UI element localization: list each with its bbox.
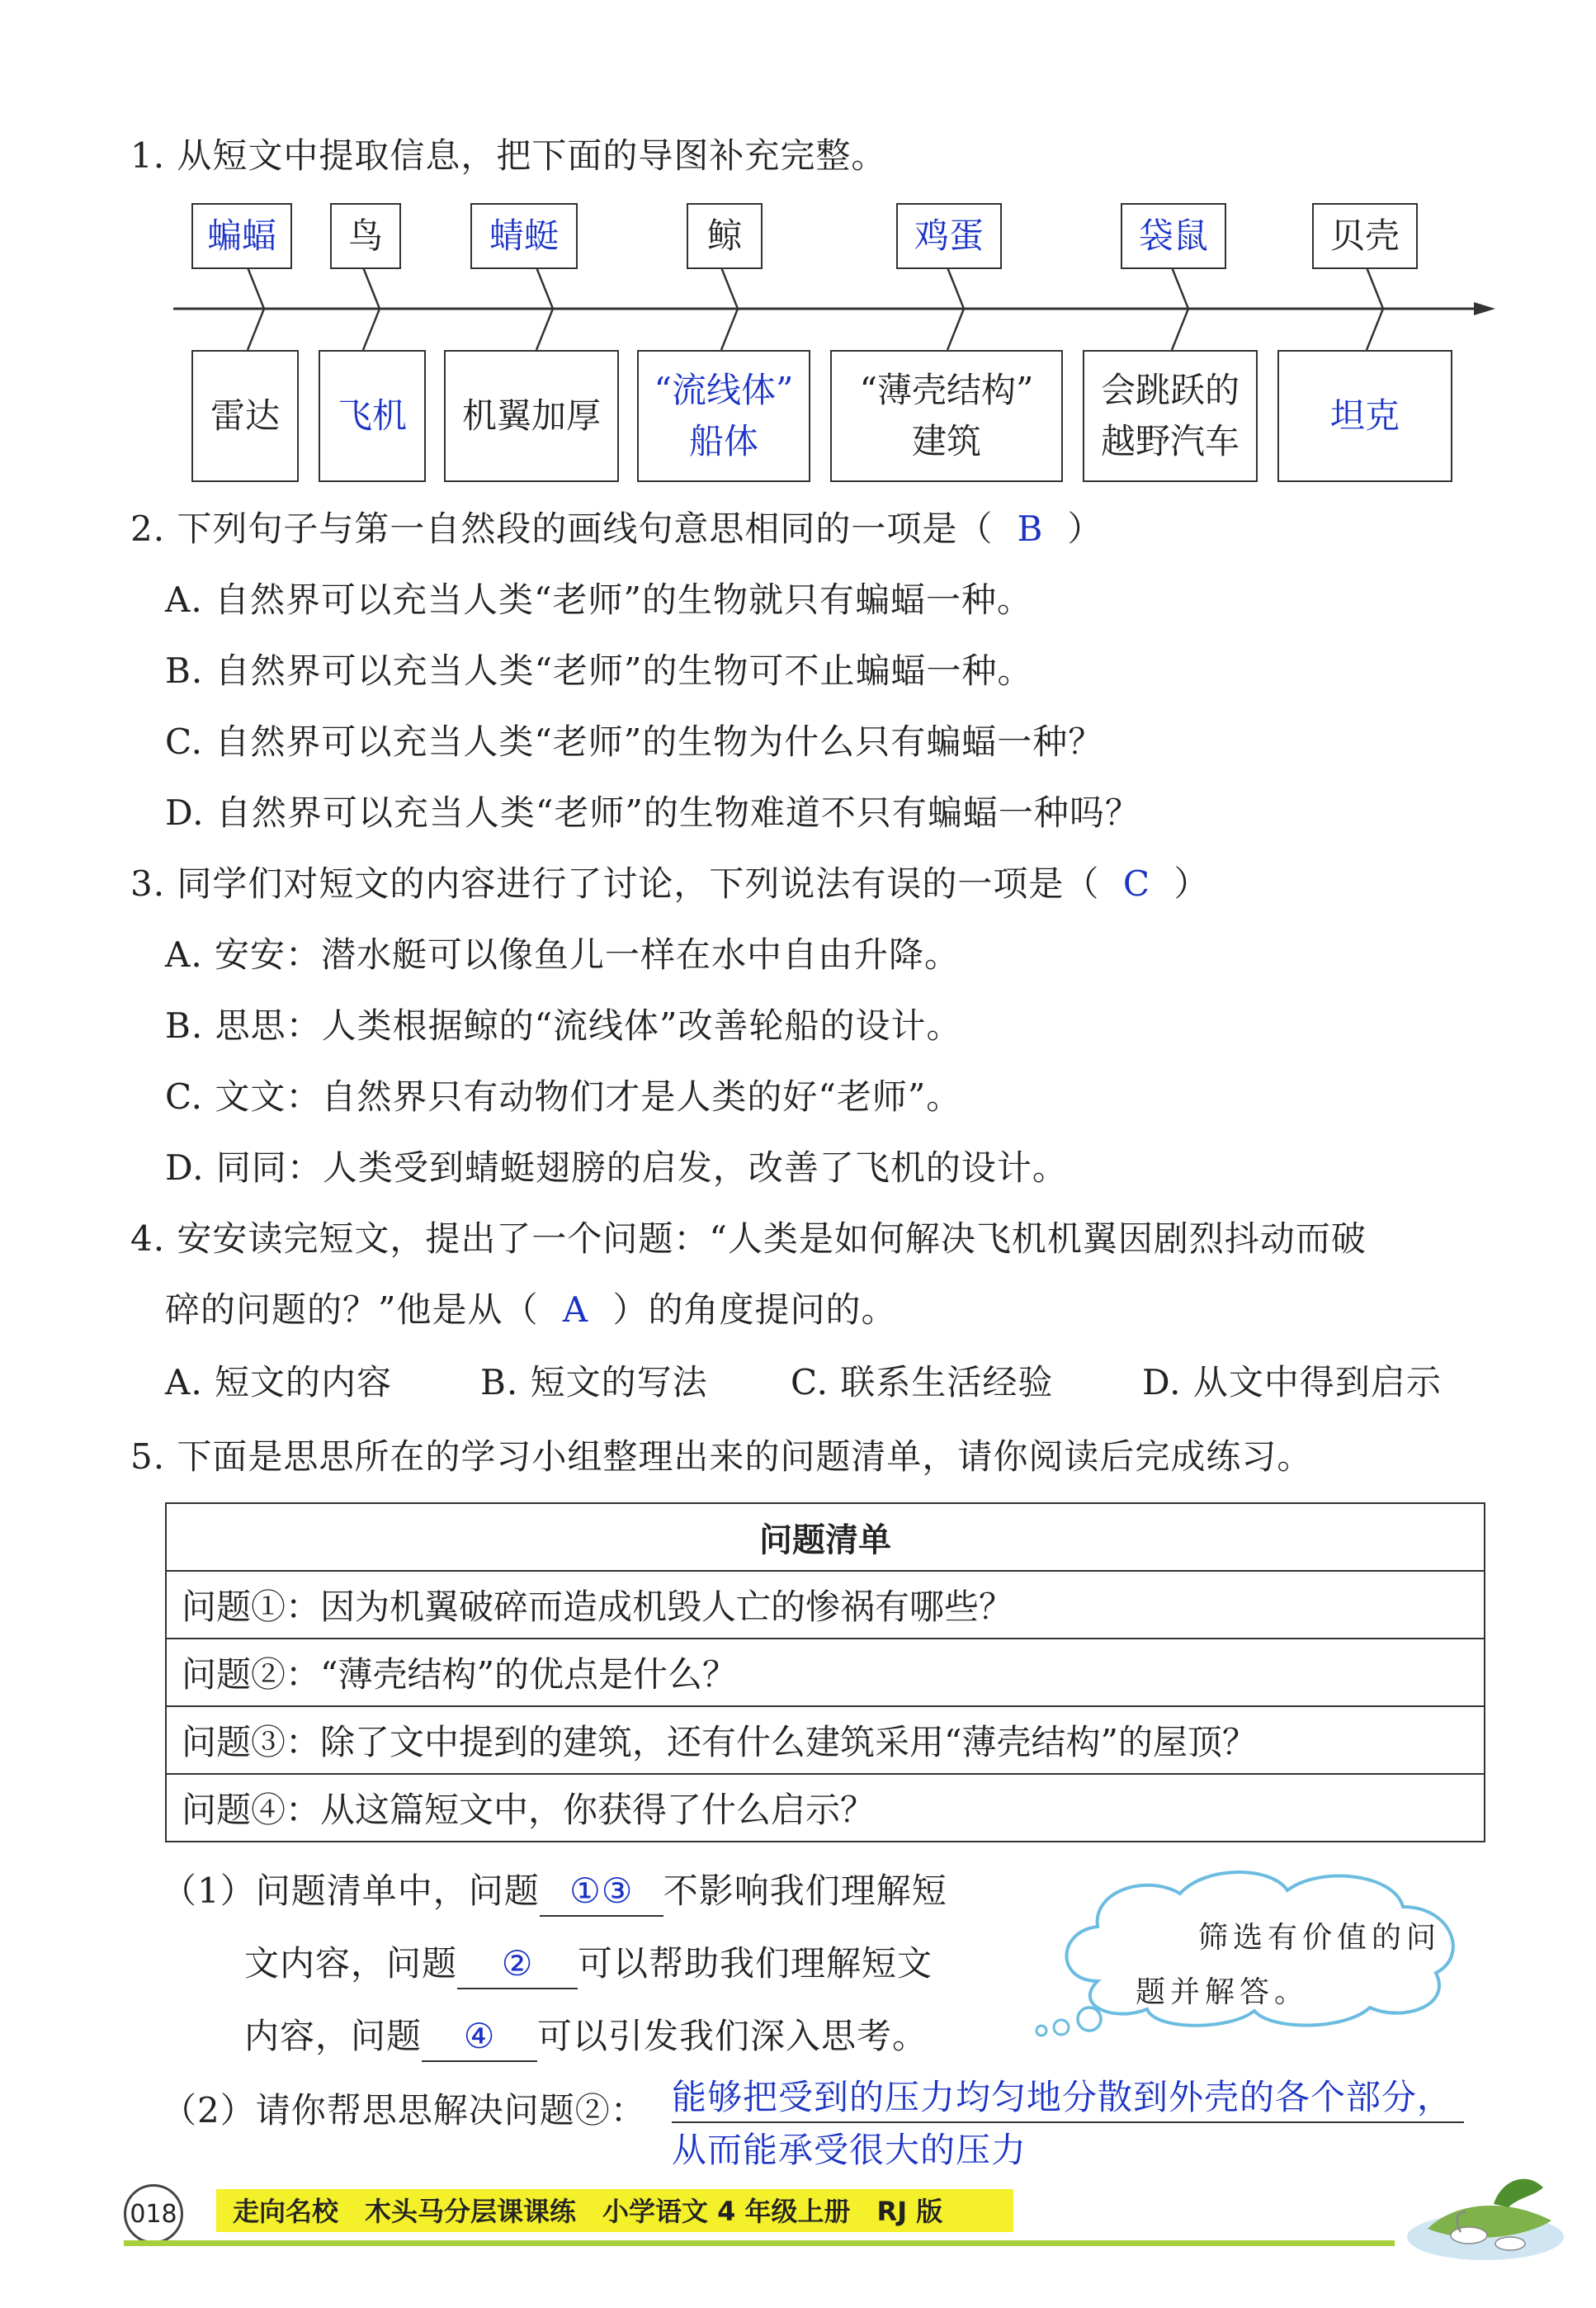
table-row: 问题④：从这篇短文中，你获得了什么启示？ [166, 1774, 1485, 1842]
table-title: 问题清单 [166, 1503, 1485, 1571]
top-box-6: 袋鼠 [1121, 203, 1226, 269]
q5-stem: 5. 下面是思思所在的学习小组整理出来的问题清单，请你阅读后完成练习。 [130, 1436, 1313, 1477]
q4-answer: A [562, 1289, 589, 1330]
q4-option-b: B. 短文的写法 [480, 1362, 708, 1402]
question-list-table [165, 1502, 1485, 1842]
top-box-4: 鲸 [687, 203, 763, 269]
q3-option-b: B. 思思：人类根据鲸的“流线体”改善轮船的设计。 [165, 1005, 962, 1046]
q5-sub2-answer-line1: 能够把受到的压力均匀地分散到外壳的各个部分， [672, 2074, 1464, 2123]
footer-text: 走向名校 木头马分层课课练 小学语文 4 年级上册 RJ 版 [233, 2196, 943, 2227]
top-box-3: 蜻蜓 [470, 203, 578, 269]
q5-sub2-answer-line2: 从而能承受很大的压力 [672, 2130, 1027, 2170]
top-box-5: 鸡蛋 [896, 203, 1002, 269]
top-box-2: 鸟 [330, 203, 401, 269]
bottom-box-3: 机翼加厚 [444, 350, 619, 482]
q5-sub1-line3: 内容，问题 ④ 可以引发我们深入思考。 [244, 2012, 928, 2062]
table-row: 问题②：“薄壳结构”的优点是什么？ [166, 1639, 1485, 1706]
footer-divider [124, 2240, 1395, 2246]
swan-lake-decoration-icon [1403, 2146, 1568, 2270]
bottom-box-6: 会跳跃的 越野汽车 [1083, 350, 1258, 482]
q4-option-d: D. 从文中得到启示 [1142, 1362, 1442, 1402]
q2-answer: B [1017, 508, 1044, 549]
bottom-box-7: 坦克 [1277, 350, 1452, 482]
table-row: 问题③：除了文中提到的建筑，还有什么建筑采用“薄壳结构”的屋顶？ [166, 1706, 1485, 1774]
q5-blank-3: ④ [422, 2012, 537, 2062]
q3-answer: C [1122, 863, 1150, 904]
q2-option-d: D. 自然界可以充当人类“老师”的生物难道不只有蝙蝠一种吗？ [165, 792, 1140, 833]
q5-blank-2: ② [457, 1940, 578, 1989]
q3-option-a: A. 安安：潜水艇可以像鱼儿一样在水中自由升降。 [165, 934, 961, 975]
q1-stem: 1. 从短文中提取信息，把下面的导图补充完整。 [130, 135, 887, 176]
q2-stem: 2. 下列句子与第一自然段的画线句意思相同的一项是（ B ） [130, 505, 1103, 553]
table-row: 问题①：因为机翼破碎而造成机毁人亡的惨祸有哪些？ [166, 1571, 1485, 1639]
cloud-text-line1: 筛选有价值的问 [1198, 1921, 1442, 1955]
q3-stem: 3. 同学们对短文的内容进行了讨论，下列说法有误的一项是（ C ） [130, 860, 1209, 908]
cloud-text-line2: 题并解答。 [1136, 1975, 1310, 2009]
bottom-box-1: 雷达 [191, 350, 299, 482]
q2-option-c: C. 自然界可以充当人类“老师”的生物为什么只有蝙蝠一种？ [165, 721, 1104, 762]
top-box-1: 蝙蝠 [191, 203, 292, 269]
bottom-box-4: “流线体” 船体 [637, 350, 810, 482]
q2-option-b: B. 自然界可以充当人类“老师”的生物可不止蝙蝠一种。 [165, 650, 1033, 691]
q5-sub2: （2）请你帮思思解决问题②： [162, 2090, 646, 2131]
q4-option-c: C. 联系生活经验 [791, 1362, 1054, 1402]
page-number: 018 [124, 2184, 183, 2244]
q2-option-a: A. 自然界可以充当人类“老师”的生物就只有蝙蝠一种。 [165, 579, 1032, 620]
q4-stem-line1: 4. 安安读完短文，提出了一个问题：“人类是如何解决飞机机翼因剧烈抖动而破 [130, 1218, 1367, 1259]
q5-blank-1: ①③ [540, 1867, 663, 1917]
bottom-box-5: “薄壳结构” 建筑 [830, 350, 1063, 482]
q3-option-d: D. 同同：人类受到蜻蜓翅膀的启发，改善了飞机的设计。 [165, 1147, 1068, 1188]
top-box-7: 贝壳 [1312, 203, 1418, 269]
q3-option-c: C. 文文：自然界只有动物们才是人类的好“老师”。 [165, 1076, 962, 1117]
bottom-box-2: 飞机 [319, 350, 426, 482]
q5-sub1-line1: （1）问题清单中，问题 ①③ 不影响我们理解短 [162, 1867, 947, 1917]
q4-option-a: A. 短文的内容 [165, 1362, 393, 1402]
q4-stem-line2: 碎的问题的？”他是从（ A ）的角度提问的。 [165, 1286, 897, 1334]
q5-sub1-line2: 文内容，问题 ② 可以帮助我们理解短文 [244, 1940, 933, 1989]
